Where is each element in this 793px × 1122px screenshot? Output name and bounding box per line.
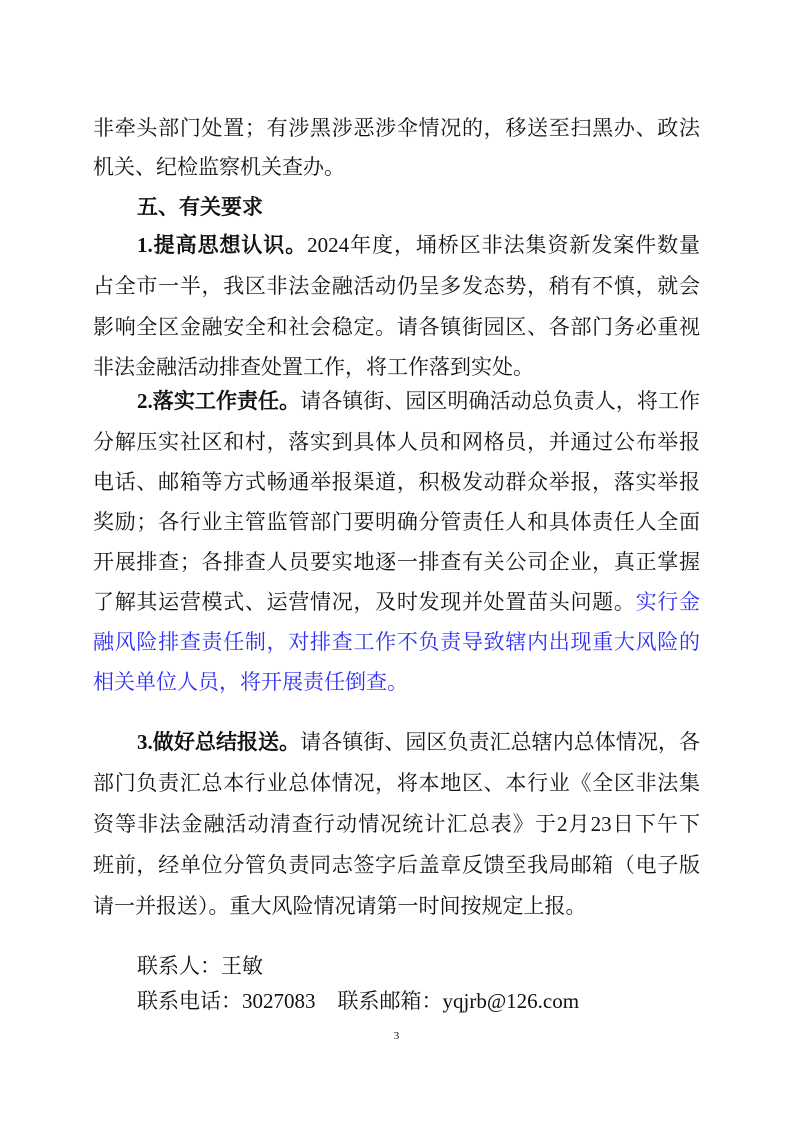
phone-value: 3027083 (242, 989, 316, 1013)
contact-info (137, 988, 579, 1014)
paragraph-line: 电话、邮箱等方式畅通举报渠道，积极发动群众举报，落实举报 (93, 470, 700, 494)
paragraph-line: 分解压实社区和村，落实到具体人员和网格员，并通过公布举报 (93, 430, 700, 454)
paragraph-text: 了解其运营模式、运营情况，及时发现并处置苗头问题。 (93, 590, 636, 614)
email-label: 联系邮箱： (337, 989, 443, 1013)
item1-first-line (137, 232, 700, 258)
page-number: 3 (393, 1030, 400, 1042)
paragraph-line: 非法金融活动排查处置工作，将工作落到实处。 (93, 355, 534, 379)
highlight-line: 相关单位人员，将开展责任倒查。 (93, 670, 408, 694)
item2-text: 请各镇街、园区明确活动总负责人，将工作 (300, 389, 701, 413)
item3-first-line (137, 729, 700, 755)
email-value: yqjrb@126.com (442, 989, 580, 1013)
phone-label: 联系电话： (137, 989, 242, 1013)
highlight-line: 融风险排查责任制，对排查工作不负责导致辖内出现重大风险的 (93, 630, 700, 654)
contact-person (137, 953, 263, 979)
paragraph-line: 奖励；各行业主管监管部门要明确分管责任人和具体责任人全面 (93, 510, 700, 534)
paragraph-line: 部门负责汇总本行业总体情况，将本地区、本行业《全区非法集 (93, 771, 700, 795)
paragraph-line: 非牵头部门处置；有涉黑涉恶涉伞情况的，移送至扫黑办、政法 (93, 116, 700, 140)
contact-person-label: 联系人： (137, 954, 221, 978)
paragraph-line: 资等非法金融活动清查行动情况统计汇总表》于2月23日下午下 (93, 812, 700, 836)
paragraph-line: 班前，经单位分管负责同志签字后盖章反馈至我局邮箱（电子版 (93, 853, 700, 877)
paragraph-line: 影响全区金融安全和社会稳定。请各镇街园区、各部门务必重视 (93, 315, 700, 339)
item1-title: 1.提高思想认识。 (137, 233, 308, 257)
item1-text: 2024年度，埇桥区非法集资新发案件数量 (307, 233, 701, 257)
highlight-text: 实行金 (635, 590, 701, 614)
paragraph-line: 请一并报送）。重大风险情况请第一时间按规定上报。 (93, 894, 587, 918)
section-heading: 五、有关要求 (137, 195, 263, 219)
paragraph-line: 机关、纪检监察机关查办。 (93, 155, 345, 179)
paragraph-line: 占全市一半，我区非法金融活动仍呈多发态势，稍有不慎，就会 (93, 274, 700, 298)
item2-title: 2.落实工作责任。 (137, 389, 301, 413)
item2-first-line (137, 388, 700, 414)
item3-title: 3.做好总结报送。 (137, 730, 301, 754)
paragraph-line (93, 589, 700, 615)
paragraph-line: 开展排查；各排查人员要实地逐一排查有关公司企业，真正掌握 (93, 550, 700, 574)
contact-person-name: 王敏 (221, 954, 263, 978)
item3-text: 请各镇街、园区负责汇总辖内总体情况，各 (300, 730, 701, 754)
